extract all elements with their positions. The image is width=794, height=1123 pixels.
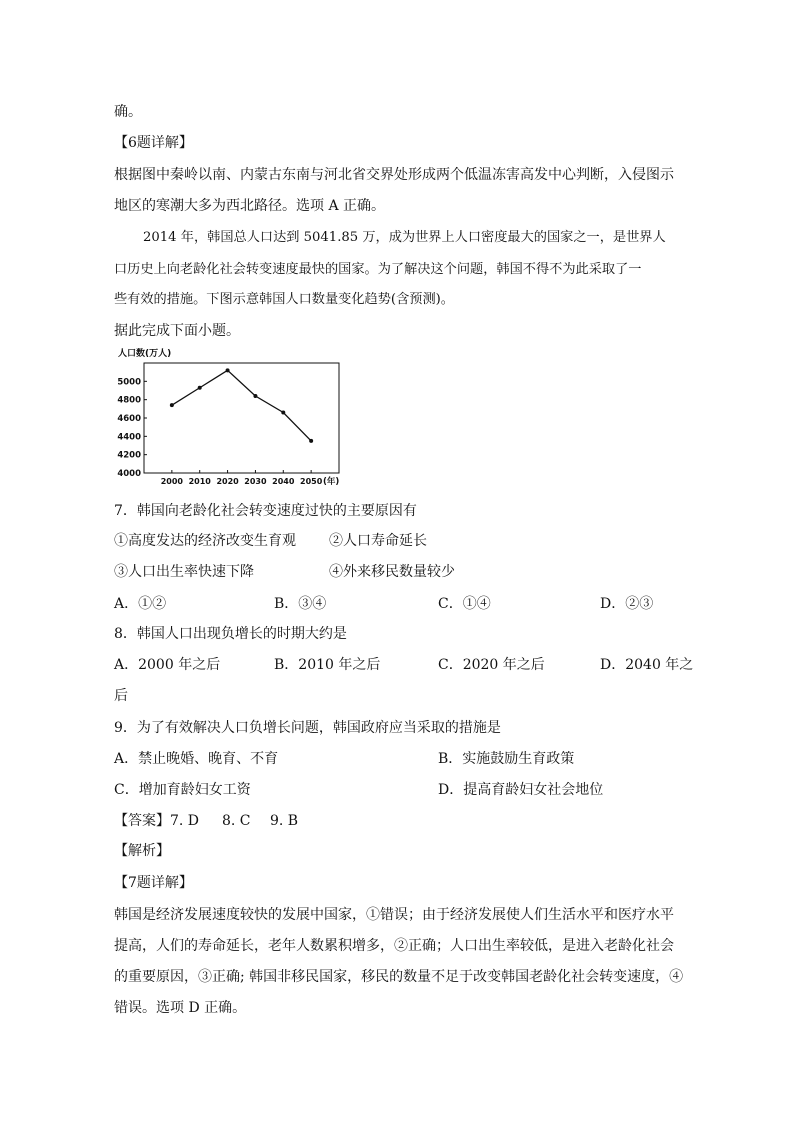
answer-8: 8. C: [222, 813, 251, 829]
q8-stem: 8．韩国人口出现负增长的时期大约是: [114, 626, 347, 642]
q6-detail-header: 【6题详解】: [114, 135, 193, 151]
q9-option-a: A．禁止晚婚、晚育、不育: [114, 751, 279, 767]
passage-line2: 口历史上向老龄化社会转变速度最快的国家。为了解决这个问题，韩国不得不为此采取了一: [114, 262, 642, 277]
q7-option-a: A．①②: [114, 596, 167, 612]
q6-analysis-line1: 根据图中秦岭以南、内蒙古东南与河北省交界处形成两个低温冻害高发中心判断，入侵图示: [114, 167, 674, 183]
q8-option-b: B．2010 年之后: [274, 657, 381, 673]
intro-fragment: 确。: [114, 104, 142, 120]
data-point: [309, 439, 313, 443]
population-chart: [110, 343, 350, 488]
q7-item-2: ②人口寿命延长: [329, 533, 427, 549]
q6-analysis-line2: 地区的寒潮大多为西北路径。选项 A 正确。: [114, 198, 386, 214]
y-tick-label: 4200: [117, 450, 141, 461]
y-tick-label: 4800: [117, 395, 141, 406]
q7-analysis-line3: 的重要原因，③正确; 韩国非移民国家，移民的数量不足于改变韩国老龄化社会转变速度，④: [114, 969, 684, 985]
q7-analysis-line2: 提高，人们的寿命延长，老年人数累积增多，②正确；人口出生率较低，是进入老龄化社会: [114, 938, 674, 954]
population-series-line: [172, 370, 311, 441]
x-tick-label: 2000: [160, 477, 183, 486]
q8-option-c: C．2020 年之后: [438, 657, 545, 673]
q7-option-d: D．②③: [600, 596, 654, 612]
instruction: 据此完成下面小题。: [114, 323, 240, 339]
x-tick-label: 2040: [272, 477, 295, 486]
chart-y-axis-label: 人口数(万人): [118, 349, 172, 359]
q8-option-d-wrap: 后: [114, 688, 128, 704]
q9-stem: 9．为了有效解决人口负增长问题，韩国政府应当采取的措施是: [114, 720, 501, 736]
x-tick-label: 2030: [244, 477, 267, 486]
data-point: [198, 386, 202, 390]
q7-analysis-line1: 韩国是经济发展速度较快的发展中国家，①错误；由于经济发展使人们生活水平和医疗水平: [114, 907, 674, 923]
q9-option-b: B．实施鼓励生育政策: [438, 751, 575, 767]
y-tick-label: 5000: [117, 377, 141, 388]
chart-plot-frame: [144, 363, 339, 473]
q8-option-a: A．2000 年之后: [114, 657, 221, 673]
x-tick-label: 2050: [300, 477, 323, 486]
q9-option-c: C．增加育龄妇女工资: [114, 782, 251, 798]
passage-line3: 些有效的措施。下图示意韩国人口数量变化趋势(含预测)。: [114, 292, 454, 307]
q7-option-c: C．①④: [438, 596, 491, 612]
data-point: [170, 403, 174, 407]
q7-detail-header: 【7题详解】: [114, 875, 193, 891]
x-tick-label: 2010: [188, 477, 211, 486]
answer-9: 9. B: [270, 813, 299, 829]
y-tick-label: 4600: [117, 414, 141, 424]
q7-analysis-line4: 错误。选项 D 正确。: [114, 1000, 247, 1016]
data-point: [281, 411, 285, 415]
answer-7: 7. D: [170, 813, 200, 829]
chart-x-axis-label: (年): [323, 477, 340, 487]
q7-stem: 7．韩国向老龄化社会转变速度过快的主要原因有: [114, 503, 417, 519]
q8-option-d: D．2040 年之: [600, 657, 694, 673]
y-tick-label: 4400: [117, 432, 141, 443]
q9-option-d: D．提高育龄妇女社会地位: [438, 782, 604, 798]
data-point: [226, 368, 230, 372]
q7-item-4: ④外来移民数量较少: [329, 564, 455, 580]
passage-line1: 2014 年，韩国总人口达到 5041.85 万，成为世界上人口密度最大的国家之一，是世界人: [143, 230, 666, 245]
q7-item-1: ①高度发达的经济改变生育观: [114, 533, 296, 549]
y-tick-label: 4000: [117, 469, 141, 479]
q7-item-3: ③人口出生率快速下降: [114, 564, 254, 580]
analysis-header: 【解析】: [114, 843, 170, 859]
answer-label: 【答案】: [114, 813, 170, 829]
q7-option-b: B．③④: [274, 596, 327, 612]
data-point: [253, 394, 257, 398]
x-tick-label: 2020: [216, 477, 239, 486]
